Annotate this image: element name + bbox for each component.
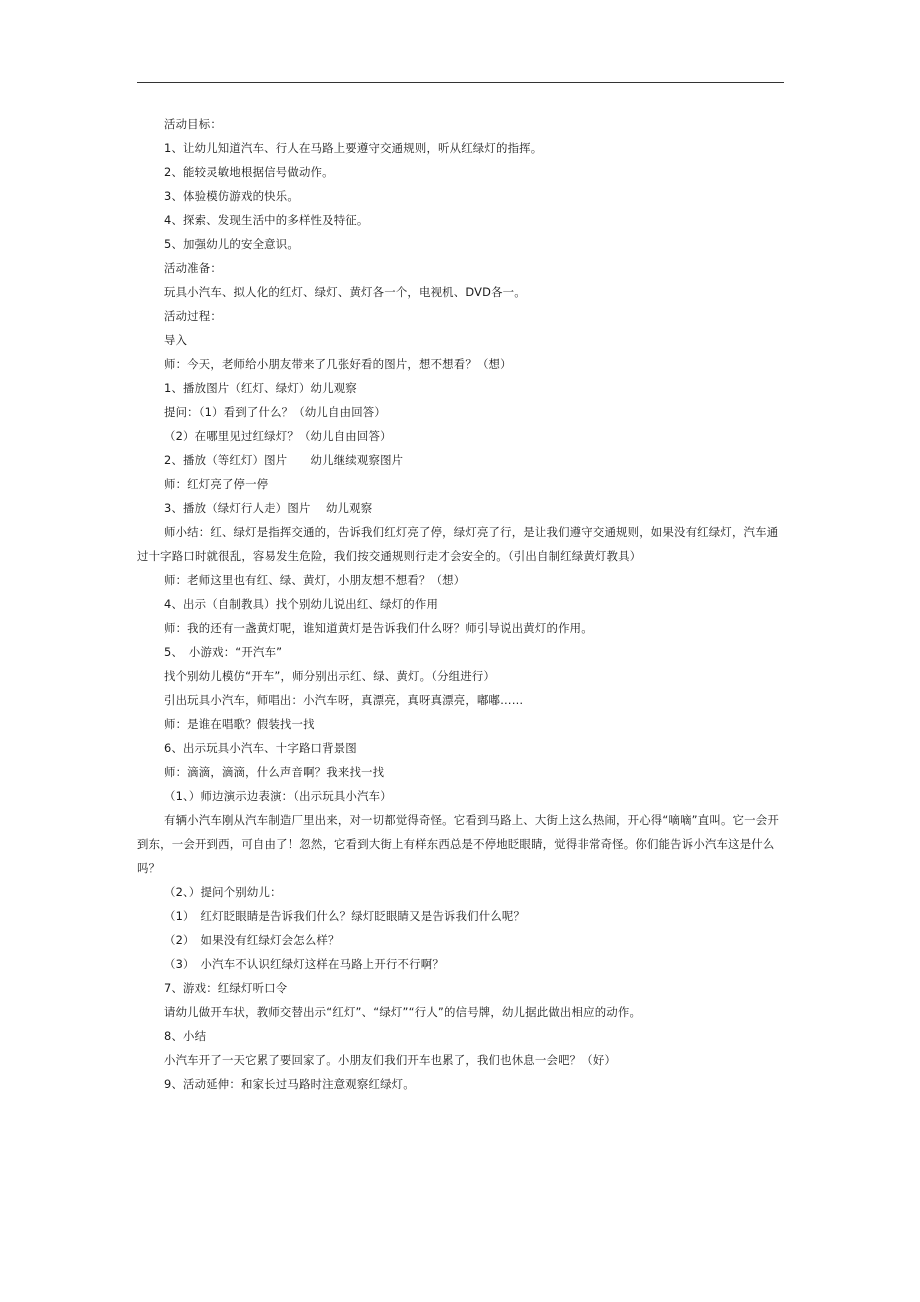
text-line: 师：滴滴，滴滴，什么声音啊？我来找一找 (164, 765, 385, 779)
text-line: 9、活动延伸：和家长过马路时注意观察红绿灯。 (164, 1077, 415, 1091)
text-line: 活动目标： (164, 117, 222, 131)
text-line: 1、播放图片（红灯、绿灯）幼儿观察 (164, 381, 357, 395)
text-line: 师：今天，老师给小朋友带来了几张好看的图片，想不想看？（想） (164, 357, 512, 371)
text-line: 请幼儿做开车状，教师交替出示“红灯”、“绿灯”“行人”的信号牌，幼儿据此做出相应的动作。 (164, 1005, 642, 1019)
text-line: 8、小结 (164, 1029, 207, 1043)
text-line: 师：红灯亮了停一停 (164, 477, 269, 491)
text-line: 活动过程： (164, 309, 222, 323)
text-line: 3、播放（绿灯行人走）图片 幼儿观察 (164, 501, 373, 515)
text-line: 找个别幼儿模仿“开车”，师分别出示红、绿、黄灯。（分组进行） (164, 669, 496, 683)
text-line: 玩具小汽车、拟人化的红灯、绿灯、黄灯各一个，电视机、DVD各一。 (164, 285, 526, 299)
text-line: 师：老师这里也有红、绿、黄灯，小朋友想不想看？（想） (164, 573, 466, 587)
text-line: 5、 小游戏：“开汽车” (164, 645, 283, 659)
text-line: 2、能较灵敏地根据信号做动作。 (164, 165, 334, 179)
text-line: 4、出示（自制教具）找个别幼儿说出红、绿灯的作用 (164, 597, 439, 611)
text-line: 5、加强幼儿的安全意识。 (164, 237, 299, 251)
text-line: 导入 (164, 333, 188, 347)
text-line: 2、播放（等红灯）图片 幼儿继续观察图片 (164, 453, 404, 467)
text-line: 3、体验模仿游戏的快乐。 (164, 189, 299, 203)
text-line: （3） 小汽车不认识红绿灯这样在马路上开行不行啊？ (164, 957, 444, 971)
header-rule (137, 82, 784, 83)
text-line: 7、游戏：红绿灯听口令 (164, 981, 288, 995)
paragraph: 有辆小汽车刚从汽车制造厂里出来，对一切都觉得奇怪。它看到马路上、大街上这么热闹，开心得“嘀嘀”直叫。它一会开到东，一会开到西，可自由了！忽然，它看到大街上有样东西总是不停地眨眼睛，觉得非常奇怪。你们能告诉小汽车这是什么吗？ (137, 813, 779, 875)
text-line: （1、）师边演示边表演：（出示玩具小汽车） (164, 789, 392, 803)
text-line: 引出玩具小汽车，师唱出：小汽车呀，真漂亮，真呀真漂亮，嘟嘟…… (164, 693, 524, 707)
text-line: 4、探索、发现生活中的多样性及特征。 (164, 213, 369, 227)
text-line: （2、）提问个别幼儿： (164, 885, 282, 899)
text-line: 师：是谁在唱歌？假装找一找 (164, 717, 315, 731)
text-line: 提问：（1）看到了什么？（幼儿自由回答） (164, 405, 386, 419)
text-line: 小汽车开了一天它累了要回家了。小朋友们我们开车也累了，我们也休息一会吧？（好） (164, 1053, 617, 1067)
document-body (137, 112, 787, 1096)
text-line: （1） 红灯眨眼睛是告诉我们什么？绿灯眨眼睛又是告诉我们什么呢？ (164, 909, 526, 923)
text-line: （2） 如果没有红绿灯会怎么样？ (164, 933, 340, 947)
text-line: （2）在哪里见过红绿灯？（幼儿自由回答） (164, 429, 392, 443)
text-line: 6、出示玩具小汽车、十字路口背景图 (164, 741, 357, 755)
text-line: 活动准备： (164, 261, 222, 275)
paragraph: 师小结：红、绿灯是指挥交通的，告诉我们红灯亮了停，绿灯亮了行，是让我们遵守交通规则，如果没有红绿灯，汽车通过十字路口时就很乱，容易发生危险，我们按交通规则行走才会安全的。（引出自制红绿黄灯教具） (137, 525, 779, 563)
text-line: 师：我的还有一盏黄灯呢，谁知道黄灯是告诉我们什么呀？师引导说出黄灯的作用。 (164, 621, 593, 635)
text-line: 1、让幼儿知道汽车、行人在马路上要遵守交通规则，听从红绿灯的指挥。 (164, 141, 543, 155)
